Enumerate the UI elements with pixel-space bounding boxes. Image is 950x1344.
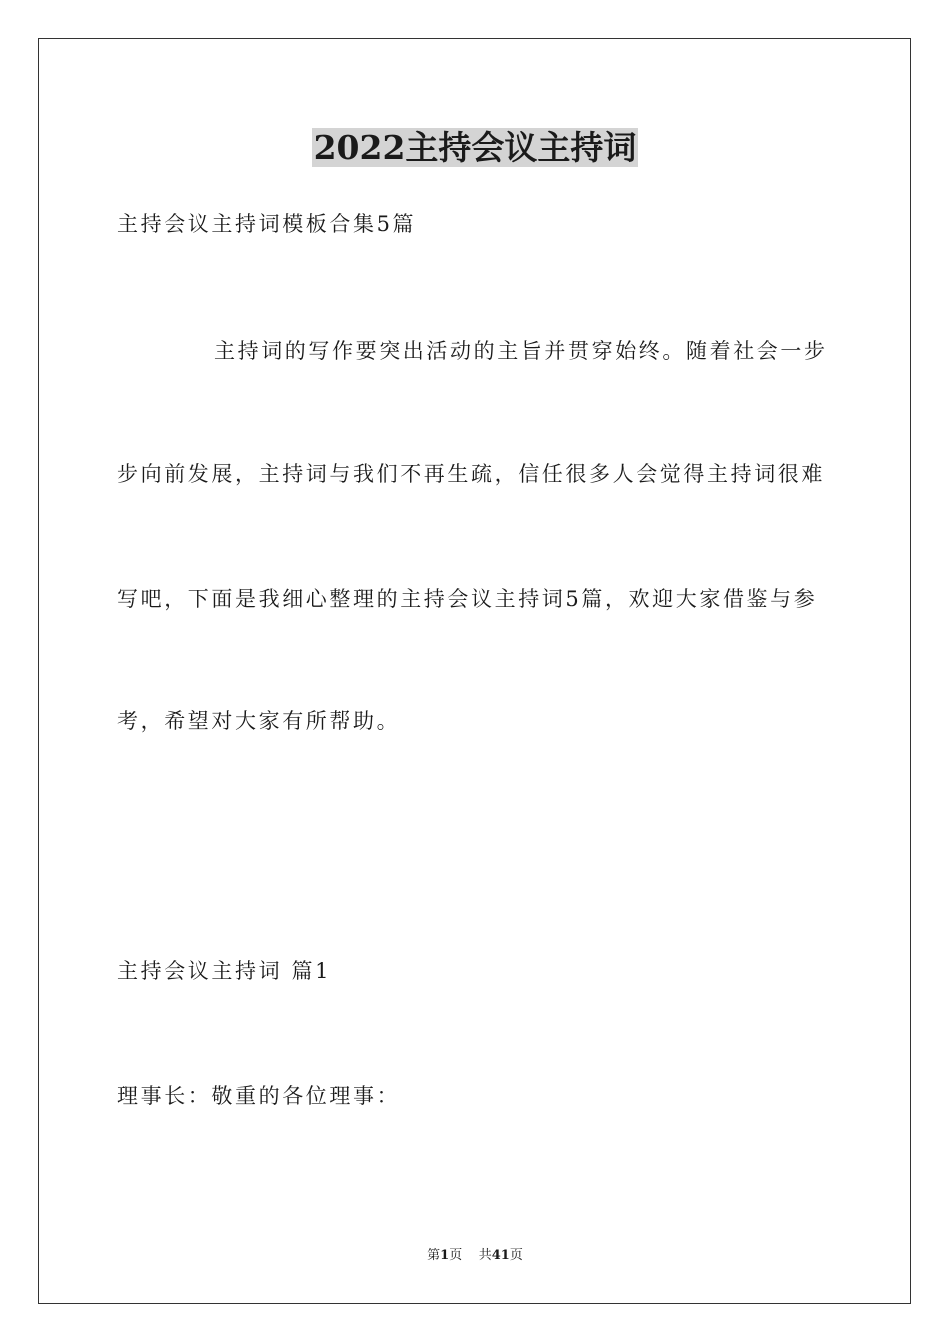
footer-total-prefix: 共 bbox=[478, 1248, 492, 1263]
footer-total-pages: 41 bbox=[491, 1248, 510, 1263]
footer-page-prefix: 第 bbox=[427, 1248, 441, 1263]
document-title bbox=[0, 128, 950, 168]
section-heading: 主持会议主持词 篇1 bbox=[117, 959, 332, 983]
footer-page-suffix: 页 bbox=[449, 1248, 463, 1263]
intro-paragraph-line: 主持词的写作要突出活动的主旨并贯穿始终。随着社会一步 bbox=[214, 339, 828, 363]
page-footer bbox=[0, 1246, 950, 1266]
document-subtitle: 主持会议主持词模板合集5篇 bbox=[117, 212, 417, 236]
salutation-line: 理事长：敬重的各位理事： bbox=[117, 1084, 401, 1108]
document-title-text: 2022主持会议主持词 bbox=[313, 128, 637, 167]
intro-paragraph-line: 考，希望对大家有所帮助。 bbox=[117, 709, 401, 733]
footer-total-suffix: 页 bbox=[509, 1248, 523, 1263]
intro-paragraph-line: 步向前发展，主持词与我们不再生疏，信任很多人会觉得主持词很难 bbox=[117, 462, 825, 486]
intro-paragraph-line: 写吧，下面是我细心整理的主持会议主持词5篇，欢迎大家借鉴与参 bbox=[117, 587, 818, 611]
footer-page-number: 1 bbox=[440, 1248, 450, 1263]
